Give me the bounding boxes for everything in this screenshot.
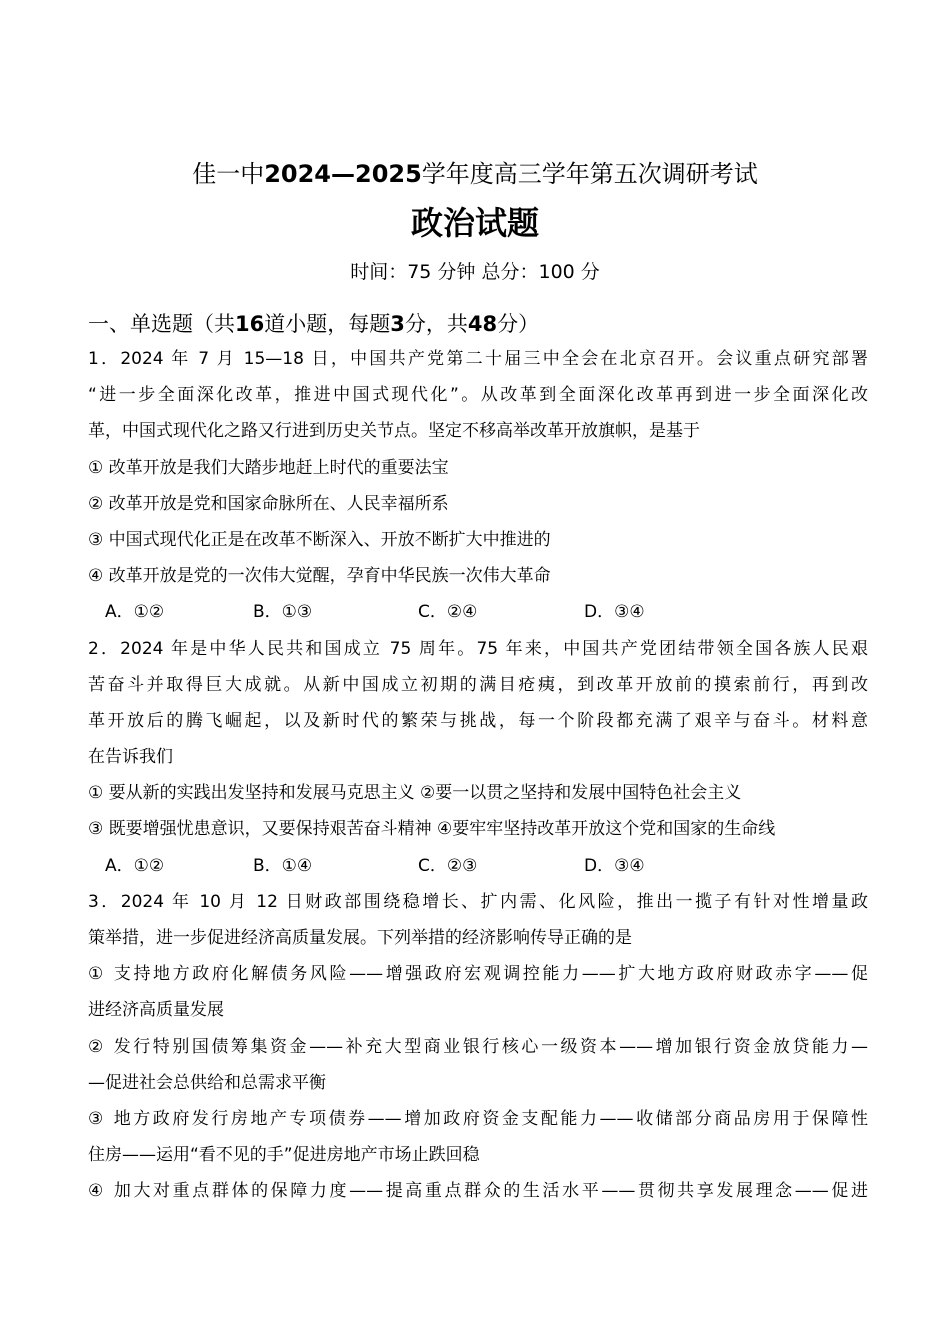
question-2-option-c[interactable]: C．②③ [418,855,478,876]
exam-name: 学年度高三学年第五次调研考试 [421,160,758,188]
points-total: 48 [467,312,498,336]
question-3-item: 住房——运用“看不见的手”促进房地产市场止跌回稳 [88,1145,480,1166]
time-info: 时间：75 分钟 总分：100 分 [350,261,600,283]
question-2-stem-line: 苦奋斗并取得巨大成就。从新中国成立初期的满目疮痍，到改革开放前的摸索前行，再到改 [88,674,868,695]
question-2-options [88,848,868,884]
question-1-option-c[interactable]: C．②④ [418,602,478,623]
question-1-option-a[interactable]: A．①② [105,602,165,623]
question-2-option-d[interactable]: D．③④ [584,855,645,876]
school-name: 佳一中 [192,160,265,188]
question-3-item: ① 支持地方政府化解债务风险——增强政府宏观调控能力——扩大地方政府财政赤字——促 [88,964,868,985]
question-1-item: ① 改革开放是我们大踏步地赶上时代的重要法宝 [88,457,449,478]
school-years: 2024—2025 [264,160,422,188]
question-2-stem-line: 革开放后的腾飞崛起，以及新时代的繁荣与挑战，每一个阶段都充满了艰辛与奋斗。材料意 [88,710,868,731]
question-1-options [88,594,868,630]
question-3-stem-line: 3．2024 年 10 月 12 日财政部围绕稳增长、扩内需、化风险，推出一揽子有针对性增量政 [88,891,868,912]
question-1-item: ④ 改革开放是党的一次伟大觉醒，孕育中华民族一次伟大革命 [88,566,551,587]
question-1-stem-line: 革，中国式现代化之路又行进到历史关节点。坚定不移高举改革开放旗帜，是基于 [88,421,700,442]
question-2-option-b[interactable]: B．①④ [253,855,313,876]
question-1-stem-line: 1．2024 年 7 月 15—18 日，中国共产党第二十届三中全会在北京召开。会议重点研究部署 [88,349,868,369]
question-3-item: ③ 地方政府发行房地产专项债券——增加政府资金支配能力——收储部分商品房用于保障性 [88,1108,868,1129]
question-3-stem-line: 策举措，进一步促进经济高质量发展。下列举措的经济影响传导正确的是 [88,928,632,948]
question-3-item: —促进社会总供给和总需求平衡 [88,1072,326,1093]
question-2-stem-line: 2．2024 年是中华人民共和国成立 75 周年。75 年来，中国共产党团结带领全国各族人民艰 [88,638,868,659]
question-2-item: ① 要从新的实践出发坚持和发展马克思主义 ②要一以贯之坚持和发展中国特色社会主义 [88,783,742,804]
question-2-option-a[interactable]: A．①② [105,855,165,876]
question-1-item: ③ 中国式现代化正是在改革不断深入、开放不断扩大中推进的 [88,529,551,550]
question-2-item: ③ 既要增强忧患意识，又要保持艰苦奋斗精神 ④要牢牢坚持改革开放这个党和国家的生命线 [88,819,776,840]
question-3-item: ② 发行特别国债筹集资金——补充大型商业银行核心一级资本——增加银行资金放贷能力— [88,1036,868,1057]
question-3-item: ④ 加大对重点群体的保障力度——提高重点群众的生活水平——贯彻共享发展理念——促进 [88,1181,868,1202]
question-1-option-d[interactable]: D．③④ [584,602,645,623]
question-1-stem-line: “进一步全面深化改革，推进中国式现代化”。从改革到全面深化改革再到进一步全面深化改 [88,385,868,406]
points-each: 3 [390,312,405,336]
question-2-stem-line: 在告诉我们 [88,747,173,768]
subject-title: 政治试题 [410,204,539,242]
section-heading: 一、单选题（共16道小题，每题3分，共48分） [88,312,540,336]
question-1-option-b[interactable]: B．①③ [253,602,313,623]
question-1-item: ② 改革开放是党和国家命脉所在、人民幸福所系 [88,493,449,514]
exam-title [0,156,950,192]
question-3-item: 进经济高质量发展 [88,1000,224,1021]
question-count: 16 [235,312,265,336]
questions-content [88,341,868,1210]
